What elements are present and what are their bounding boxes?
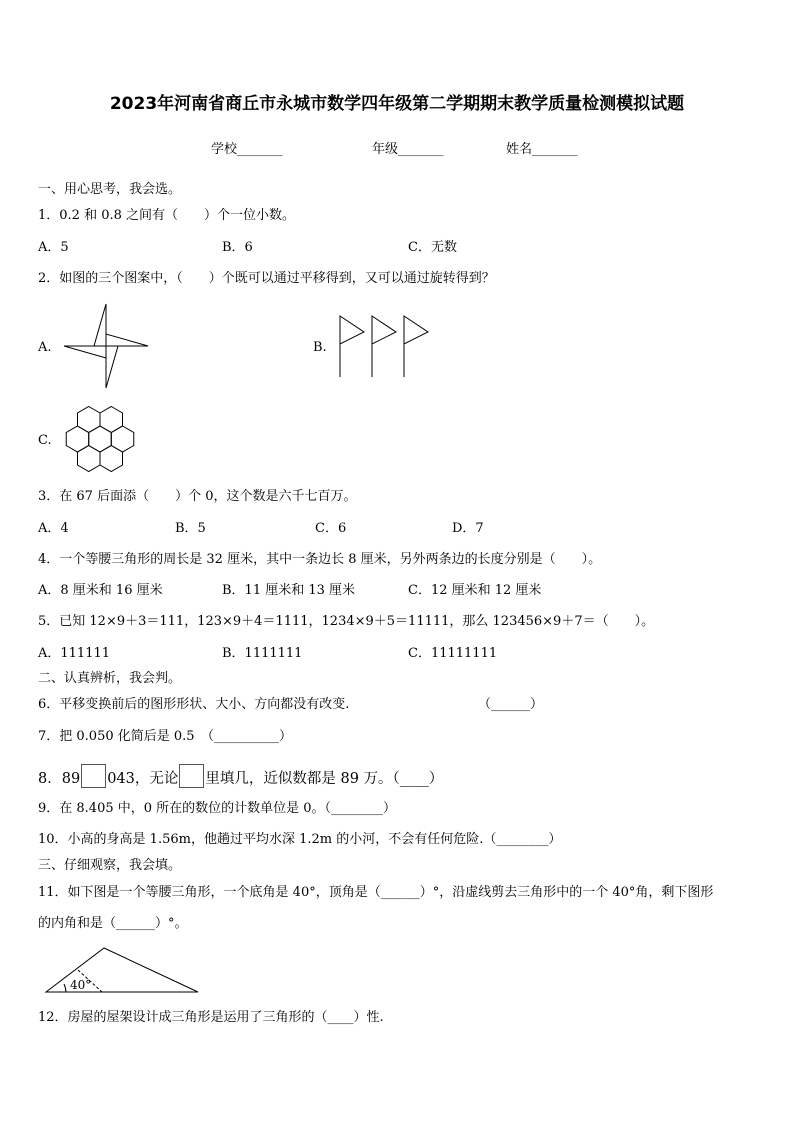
q11-text-line1: 11．如下图是一个等腰三角形，一个底角是 40°，顶角是（______）°，沿虚线剪去三角形中的一个 40°角，剩下图形 <box>38 885 714 900</box>
angle-label: 40° <box>70 978 92 992</box>
grade-field: 年级_______ <box>372 142 444 157</box>
hexagon-cell <box>66 426 89 452</box>
hexagon-cell <box>89 426 112 452</box>
q3-option-c: C．6 <box>315 521 347 536</box>
q3-text: 3．在 67 后面添（ ）个 0，这个数是六千七百万。 <box>38 489 357 504</box>
q5-option-b: B．1111111 <box>222 646 303 661</box>
hexagon-cell <box>77 446 100 472</box>
exam-title: 2023年河南省商丘市永城市数学四年级第二学期期末教学质量检测模拟试题 <box>109 94 685 114</box>
hexagon-figure <box>60 400 140 478</box>
section2-heading: 二、认真辨析，我会判。 <box>38 671 182 686</box>
q4-text: 4．一个等腰三角形的周长是 32 厘米，其中一条边长 8 厘米，另外两条边的长度分别是（ ）。 <box>38 552 602 567</box>
q11-text-line2: 的内角和是（______）°。 <box>38 916 188 931</box>
section3-heading: 三、仔细观察，我会填。 <box>38 858 182 873</box>
section1-heading: 一、用心思考，我会选。 <box>38 182 182 197</box>
hexagon-cell <box>77 407 100 433</box>
pinwheel-figure <box>60 302 156 390</box>
q1-text: 1．0.2 和 0.8 之间有（ ）个一位小数。 <box>38 208 296 223</box>
q8-digit-box-2 <box>179 764 204 788</box>
q5-option-c: C．11111111 <box>408 646 498 661</box>
q5-text: 5．已知 12×9＋3＝111，123×9＋4＝1111，1234×9＋5＝11111，那么 123456×9＋7＝（ ）。 <box>38 614 655 629</box>
hexagon-cell <box>111 426 134 452</box>
flags-figure <box>336 314 432 378</box>
isosceles-triangle-figure <box>44 946 200 996</box>
q2-option-b: B. <box>313 340 327 355</box>
q2-text: 2．如图的三个图案中，（ ）个既可以通过平移得到，又可以通过旋转得到？ <box>38 271 495 286</box>
q1-option-c: C．无数 <box>408 240 457 255</box>
q5-option-a: A．111111 <box>38 646 111 661</box>
q6-blank: （______） <box>478 697 544 712</box>
q8-middle: 043，无论 <box>107 771 179 787</box>
q8-line <box>38 764 443 788</box>
q3-option-d: D．7 <box>452 521 484 536</box>
hexagon-cell <box>100 446 123 472</box>
q4-option-b: B．11 厘米和 13 厘米 <box>222 583 356 598</box>
q10-text: 10．小高的身高是 1.56m，他趟过平均水深 1.2m 的小河，不会有任何危险.（________） <box>38 832 562 847</box>
q8-digit-box-1 <box>81 764 106 788</box>
q8-prefix: 8．89 <box>38 771 81 787</box>
q1-option-b: B．6 <box>222 240 253 255</box>
q4-option-a: A．8 厘米和 16 厘米 <box>38 583 163 598</box>
name-field: 姓名_______ <box>506 142 578 157</box>
q6-text: 6．平移变换前后的图形形状、大小、方向都没有改变. <box>38 697 350 712</box>
q12-text: 12．房屋的屋架设计成三角形是运用了三角形的（____）性. <box>38 1010 384 1025</box>
q4-option-c: C．12 厘米和 12 厘米 <box>408 583 542 598</box>
school-field: 学校_______ <box>211 142 283 157</box>
q3-option-b: B．5 <box>175 521 206 536</box>
q2-option-c: C. <box>38 433 52 448</box>
q9-text: 9．在 8.405 中，0 所在的数位的计数单位是 0。（________） <box>38 801 397 816</box>
q3-option-a: A．4 <box>38 521 69 536</box>
q8-suffix: 里填几，近似数都是 89 万。（____） <box>205 771 444 787</box>
q2-option-a: A. <box>38 340 52 355</box>
hexagon-cell <box>100 407 123 433</box>
q7-text: 7．把 0.050 化简后是 0.5 （__________） <box>38 729 293 744</box>
q1-option-a: A．5 <box>38 240 69 255</box>
